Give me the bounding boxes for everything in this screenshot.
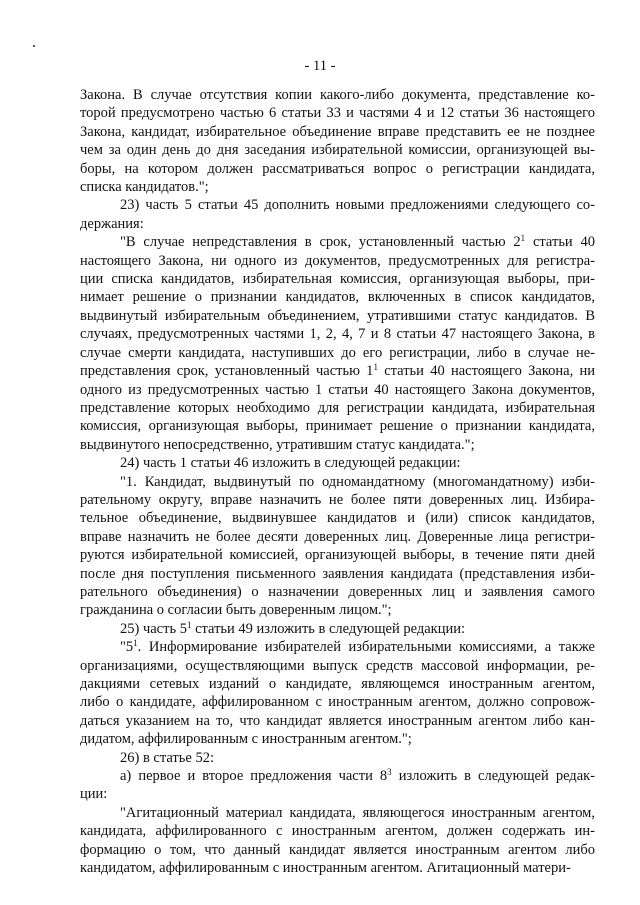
text-line: дидатом, аффилированным с иностранным агентом."; [80,731,412,748]
text-line: 25) часть $5^1$ статьи 49 изложить в следующей редакции: [120,619,466,637]
page-number: - 11 - [304,58,336,74]
text-line: нимает решение о признании кандидатов, включенных в список кандидатов, [80,289,595,306]
text-line: держания: [80,215,144,232]
paragraph [80,86,595,196]
text-line: представления срок, установленный частью $1^1$ статьи 40 настоящего Закона, ни [80,362,595,380]
paragraph [80,749,595,767]
superscript: 1 [186,619,192,630]
text-line: выдвинутого непосредственно, утратившим статус кандидата."; [80,436,475,453]
text-line: Закона. В случае отсутствия копии какого-либо документа, представление ко- [80,87,595,103]
text-line: рательного объединения) о назначении доверенных лиц и заявления самого [80,583,595,600]
text-line: настоящего Закона, ни одного из документов, предусмотренных для регистра- [80,252,595,269]
superscript: 1 [373,362,378,373]
text-line: одного из предусмотренных частью 1 статьи 40 настоящего Закона документов, [80,381,595,398]
text-line: ции: [80,786,108,803]
text-line: 24) часть 1 статьи 46 изложить в следующей редакции: [120,455,461,472]
text-line: выдвинутый избирательным объединением, утратившими статус кандидатов. В [80,307,595,324]
text-line: чем за один день до дня заседания избирательной комиссии, организующей вы- [80,142,595,159]
document-body [80,86,595,877]
paragraph [80,638,595,748]
superscript: 1 [133,638,138,649]
paragraph [80,454,595,472]
text-line: ции списка кандидатов, избирательная комиссия, организующая выборы, при- [80,271,595,288]
text-line: кандидатом, аффилированным с иностранным агентом. Агитационный матери- [80,860,571,877]
text-line: комиссия, организующая выборы, принимает решение о признании кандидата, [80,418,595,435]
text-line: вправе назначить не более десяти доверенных лиц. Доверенные лица регистри- [80,528,595,545]
text-line: а) первое и второе предложения части $8^3$ изложить в следующей редак- [120,767,595,785]
text-line: кандидата, аффилированного с иностранным агентом, должен содержать ин- [80,823,595,840]
text-line: 23) часть 5 статьи 45 дополнить новыми предложениями следующего со- [120,197,595,214]
paragraph [80,804,595,878]
superscript: 1 [520,233,526,244]
paragraph [80,233,595,454]
superscript: 3 [387,767,392,778]
text-line: "1. Кандидат, выдвинутый по одномандатному (многомандатному) изби- [120,473,595,490]
text-line: тельное объединение, выдвинувшее кандидатов и (или) список кандидатов, [80,510,595,527]
text-line: случаях, предусмотренных частями 1, 2, 4, 7 и 8 статьи 47 настоящего Закона, в [80,326,595,343]
text-line: даться указанием на то, что кандидат является иностранным агентом либо кан- [80,712,595,729]
text-line: "В случае непредставления в срок, установленный частью $2^1$ статьи 40 [120,233,595,251]
text-line: представление которых необходимо для регистрации кандидата, избирательная [80,399,595,416]
paragraph [80,196,595,233]
text-line: дакциями сетевых изданий о кандидате, являющемся иностранным агентом, [80,676,595,692]
text-line: торой предусмотрено частью 6 статьи 33 и частями 4 и 12 статьи 36 настоящего [80,105,595,122]
text-line: рательному округу, вправе назначить не более пяти доверенных лиц. Избира- [80,491,595,508]
text-line: Закона, кандидат, избирательное объединение вправе представить ее не позднее [80,123,595,140]
text-line: 26) в статье 52: [120,749,214,766]
text-line: "$5^1$. Информирование избирателей избирательными комиссиями, а также [120,638,595,656]
scan-dot-mark [33,45,35,47]
paragraph [80,620,595,638]
text-line: боры, на котором должен рассматриваться вопрос о регистрации кандидата, [80,160,595,177]
text-line: либо о кандидате, аффилированном с иностранным агентом, должно сопровож- [80,694,595,711]
text-line: после дня поступления письменного заявления кандидата (представления изби- [80,565,595,582]
text-line: организациями, осуществляющими выпуск средств массовой информации, ре- [80,657,595,674]
text-line: списка кандидатов."; [80,179,209,196]
paragraph [80,473,595,620]
text-line: случае смерти кандидата, наступивших до его регистрации, либо в случае не- [80,344,595,361]
paragraph [80,767,595,804]
text-line: руются избирательной комиссией, организующей выборы, в течение пяти дней [80,547,595,564]
text-line: гражданина о согласии быть доверенным лицом."; [80,602,392,619]
text-line: формацию о том, что данный кандидат является иностранным агентом либо [80,841,595,858]
text-line: "Агитационный материал кандидата, являющегося иностранным агентом, [120,804,595,821]
